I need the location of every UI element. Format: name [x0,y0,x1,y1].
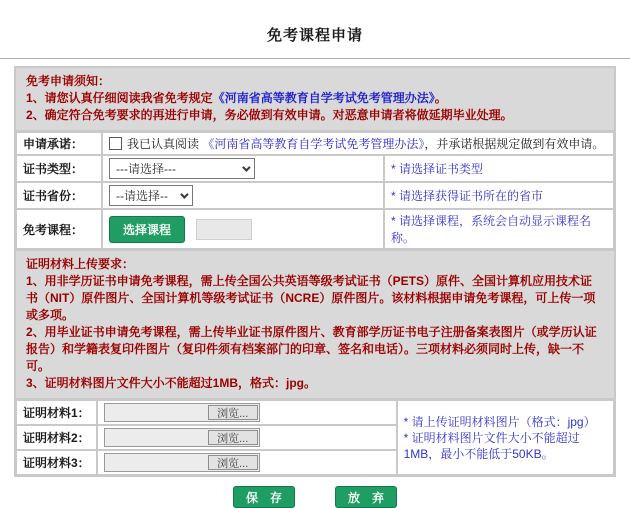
upload-1-cell [98,401,396,424]
cert-province-cell [103,183,383,208]
chevron-down-icon [180,190,188,198]
title-divider [0,58,630,59]
cert-province-select[interactable] [109,185,193,206]
notice-line-1-text: 1、请您认真仔细阅读我省免考规定 [26,91,213,105]
action-bar [0,486,630,508]
upload-hint-2: * 证明材料图片文件大小不能超过1MB，最小不能低于50KB。 [403,430,580,461]
promise-cell [103,133,613,154]
cert-province-label: 证书省份： [17,183,101,208]
promise-label: 申请承诺： [17,133,101,154]
cert-type-select[interactable] [109,158,255,179]
upload-3-browse-button[interactable]: 浏览... [208,455,258,470]
cert-type-label: 证书类型： [17,156,101,181]
upload-notice-heading: 证明材料上传要求： [26,257,135,271]
upload-3-label: 证明材料3： [17,451,96,474]
application-form-table [15,131,615,250]
exempt-course-label: 免考课程： [17,210,101,248]
cert-province-select-value: --请选择-- [116,189,168,203]
choose-course-button[interactable]: 选择课程 [109,216,185,243]
promise-suffix: ，并承诺根据规定做到有效申请。 [424,137,605,151]
promise-checkbox[interactable] [109,137,122,150]
cert-province-hint: * 请选择获得证书所在的省市 [385,183,613,208]
chevron-down-icon [242,163,250,171]
exempt-course-row [17,210,613,248]
upload-hint-1: * 请上传证明材料图片（格式：jpg） [403,414,596,429]
upload-requirements-notice [16,251,614,398]
upload-notice-line-3: 3、证明材料图片文件大小不能超过1MB，格式：jpg。 [26,376,317,390]
page-title: 免考课程申请 [266,27,363,44]
upload-1-browse-button[interactable]: 浏览... [208,405,258,420]
exempt-course-hint: * 请选择课程，系统会自动显示课程名称。 [385,210,613,248]
upload-3-file-input[interactable] [104,453,260,472]
promise-row [17,133,613,154]
cert-type-row [17,156,613,181]
notice-line-1-suffix: 。 [434,91,447,105]
save-button[interactable]: 保 存 [233,486,295,508]
upload-notice-line-1: 1、用非学历证书申请免考课程，需上传全国公共英语等级考试证书（PETS）原件、全国计算机应用技术证书（NIT）原件图片、全国计算机等级考试证书（NCRE）原件图片。该材料根据申请免考课程，可上传一项或多项。 [26,274,596,322]
promise-regulation-link[interactable]: 《河南省高等教育自学考试免考管理办法》 [202,137,425,151]
application-panel [14,66,616,477]
cert-province-row [17,183,613,208]
regulation-link[interactable]: 《河南省高等教育自学考试免考管理办法》 [212,91,435,105]
upload-3-cell [98,451,396,474]
promise-checkbox-text: 我已认真阅读 [127,137,200,151]
upload-2-browse-button[interactable]: 浏览... [208,430,258,445]
upload-1-label: 证明材料1： [17,401,96,424]
upload-hint-cell [398,401,613,474]
notice-line-2: 2、确定符合免考要求的再进行申请，务必做到有效申请。对恶意申请者将做延期毕业处理。 [26,108,513,122]
notice-heading: 免考申请须知： [26,74,111,88]
notice-line-1 [26,90,604,107]
abandon-button[interactable]: 放 弃 [335,486,397,508]
cert-type-hint: * 请选择证书类型 [385,156,613,181]
cert-type-cell [103,156,383,181]
upload-2-label: 证明材料2： [17,426,96,449]
upload-row-1 [17,401,613,424]
upload-1-file-input[interactable] [104,403,260,422]
upload-table [15,399,615,476]
upload-2-file-input[interactable] [104,428,260,447]
upload-notice-line-2: 2、用毕业证书申请免考课程，需上传毕业证书原件图片、教育部学历证书电子注册备案表图片（或学历认证报告）和学籍表复印件图片（复印件须有档案部门的印章、签名和电话）。三项材料必须同时上传，缺一不可。 [26,325,597,373]
exempt-course-cell [103,210,383,248]
course-value-box [196,219,252,240]
application-notice [16,68,614,130]
cert-type-select-value: ---请选择--- [116,162,176,176]
